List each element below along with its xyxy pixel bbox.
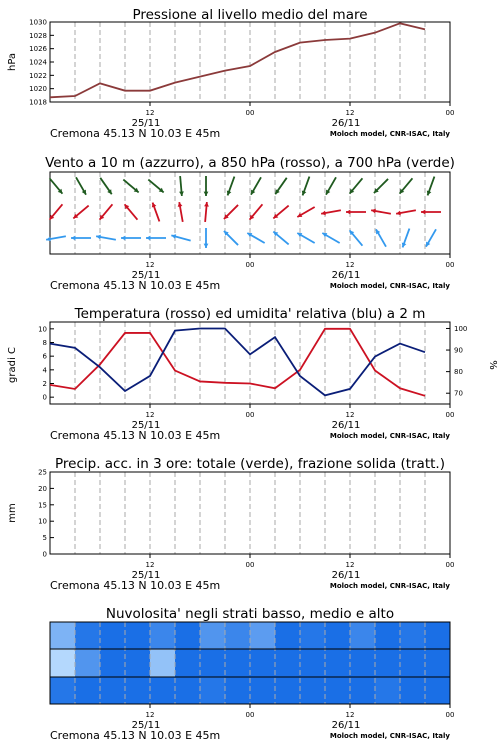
cloud-cell (100, 649, 126, 677)
cloud-cell (75, 677, 101, 704)
cloud-cell (275, 649, 301, 677)
cloud-cell (425, 649, 451, 677)
wind-arrow (350, 178, 363, 193)
wind-arrow (73, 206, 88, 219)
y-tick-label: 10 (38, 517, 47, 526)
y-tick-label: 100 (454, 324, 468, 333)
cloud-cell (50, 677, 76, 704)
cloud-cell (200, 677, 226, 704)
y-tick-label: 0 (42, 550, 47, 559)
y-tick-label: 1022 (29, 71, 47, 80)
y-tick-label: 5 (42, 534, 47, 543)
wind-arrow (179, 176, 184, 196)
cloud-cell (225, 677, 251, 704)
pressure-title: Pressione al livello medio del mare (132, 7, 368, 23)
wind-arrow (400, 178, 413, 193)
x-tick-label: 12 (345, 261, 355, 269)
wind-arrow (275, 178, 286, 194)
cloud-cell (225, 622, 251, 649)
cloud-cell (275, 677, 301, 704)
x-tick-label: 00 (245, 261, 255, 269)
cloud-cell (350, 677, 376, 704)
wind-arrow (152, 203, 160, 222)
cloud-cell (375, 677, 401, 704)
wind-arrow (224, 231, 238, 245)
x-tick-label: 00 (245, 411, 255, 419)
wind-arrow-head (421, 210, 425, 215)
cloud-cell (250, 622, 276, 649)
cloud-cell (300, 649, 326, 677)
y-tick-label: 0 (42, 393, 47, 402)
wind-arrow (427, 177, 435, 196)
date-label: 25/11 (131, 720, 161, 731)
wind-arrow (76, 177, 86, 194)
cloud-cell (100, 677, 126, 704)
credit-label: Moloch model, CNR-ISAC, Italy (329, 582, 450, 590)
cloud-cell (50, 649, 76, 677)
x-tick-label: 12 (345, 109, 355, 117)
wind-arrow (321, 210, 341, 215)
x-tick-label: 12 (145, 109, 155, 117)
wind-arrow (100, 204, 113, 219)
wind-panel (45, 155, 455, 292)
wind-arrow (46, 236, 66, 241)
x-tick-label: 12 (145, 711, 155, 719)
temperature-title: Temperatura (rosso) ed umidita' relativa (blu) a 2 m (74, 306, 426, 322)
cloud-cell (150, 622, 176, 649)
wind-arrow-head (146, 236, 150, 241)
cloud-title: Nuvolosita' negli strati basso, medio e alto (105, 606, 395, 622)
cloud-cell (175, 622, 201, 649)
wind-arrow (350, 230, 363, 245)
credit-label: Moloch model, CNR-ISAC, Italy (329, 282, 450, 290)
wind-arrow (251, 177, 261, 194)
cloud-cell (250, 677, 276, 704)
wind-arrow-head (346, 210, 350, 215)
credit-label: Moloch model, CNR-ISAC, Italy (329, 732, 450, 740)
cloud-cell (325, 622, 351, 649)
x-tick-label: 12 (145, 261, 155, 269)
y-tick-label: 20 (38, 484, 47, 493)
wind-arrow (302, 177, 310, 196)
x-tick-label: 00 (245, 561, 255, 569)
y-tick-label: 1018 (29, 98, 47, 107)
temperature-panel (7, 306, 498, 442)
wind-arrow-head (204, 202, 209, 207)
temperature-ylabel: gradi C (7, 347, 18, 383)
wind-arrow (121, 236, 141, 241)
cloud-cell (75, 649, 101, 677)
y-tick-label: 80 (454, 368, 463, 377)
wind-arrow (421, 210, 441, 215)
wind-arrow-head (204, 192, 209, 196)
wind-arrow (204, 228, 209, 248)
credit-label: Moloch model, CNR-ISAC, Italy (329, 432, 450, 440)
wind-arrow (374, 179, 388, 193)
cloud-cell (325, 677, 351, 704)
wind-arrow (250, 204, 263, 219)
y-tick-label: 1020 (29, 85, 47, 94)
y-tick-label: 90 (454, 346, 463, 355)
wind-arrow (71, 236, 91, 241)
temperature-line (50, 329, 425, 396)
pressure-line (50, 23, 425, 97)
wind-arrow (171, 234, 190, 240)
y-tick-label: 25 (38, 468, 47, 477)
y-tick-label: 8 (42, 339, 47, 347)
wind-arrow (273, 206, 288, 219)
credit-label: Moloch model, CNR-ISAC, Italy (329, 130, 450, 138)
date-label: 25/11 (131, 570, 161, 581)
cloud-cell (175, 649, 201, 677)
location-label: Cremona 45.13 N 10.03 E 45m (50, 579, 221, 592)
pressure-ylabel: hPa (7, 52, 18, 72)
cloud-cell (375, 649, 401, 677)
wind-arrow (376, 229, 386, 246)
wind-arrow (346, 210, 366, 215)
wind-arrow (396, 210, 416, 215)
y-tick-label: 6 (42, 352, 47, 361)
cloud-cell (400, 649, 426, 677)
cloud-cell (350, 622, 376, 649)
x-tick-label: 00 (445, 411, 455, 419)
cloud-cell (150, 677, 176, 704)
humidity-line (50, 328, 425, 395)
cloud-cell (200, 622, 226, 649)
wind-arrow (227, 177, 235, 196)
cloud-cell (250, 649, 276, 677)
wind-arrow (204, 202, 209, 222)
cloud-cell (100, 622, 126, 649)
cloud-cell (125, 677, 151, 704)
y-tick-label: 70 (454, 389, 463, 398)
humidity-ylabel: % (487, 360, 498, 370)
wind-arrow (224, 205, 238, 219)
x-tick-label: 00 (245, 109, 255, 117)
wind-arrow-head (204, 244, 209, 248)
wind-arrow (50, 178, 63, 193)
y-tick-label: 1024 (29, 58, 47, 67)
wind-arrow-head (179, 191, 184, 196)
wind-arrow-head (71, 236, 75, 241)
cloud-cell (125, 622, 151, 649)
cloud-cell (375, 622, 401, 649)
cloud-cell (125, 649, 151, 677)
cloud-cell (175, 677, 201, 704)
wind-arrow (148, 180, 163, 193)
x-tick-label: 12 (345, 711, 355, 719)
wind-title: Vento a 10 m (azzurro), a 850 hPa (rosso), a 700 hPa (verde) (45, 155, 455, 171)
cloud-cell (400, 677, 426, 704)
cloud-cell (400, 622, 426, 649)
wind-arrow (204, 176, 209, 196)
x-tick-label: 00 (445, 711, 455, 719)
cloud-cell (200, 649, 226, 677)
x-tick-label: 00 (445, 561, 455, 569)
date-label: 26/11 (331, 570, 361, 581)
x-tick-label: 12 (345, 561, 355, 569)
location-label: Cremona 45.13 N 10.03 E 45m (50, 729, 221, 742)
cloud-cell (300, 622, 326, 649)
precipitation-panel (7, 456, 454, 592)
cloud-cell (150, 649, 176, 677)
wind-arrow (100, 178, 111, 194)
wind-arrow (123, 180, 138, 193)
cloud-cell (50, 622, 76, 649)
cloud-cell (425, 677, 451, 704)
x-tick-label: 12 (145, 561, 155, 569)
location-label: Cremona 45.13 N 10.03 E 45m (50, 279, 221, 292)
cloud-cell (275, 622, 301, 649)
y-tick-label: 10 (38, 325, 47, 334)
wind-arrow (402, 229, 410, 248)
cloud-cell (325, 649, 351, 677)
wind-arrow (96, 235, 116, 240)
date-label: 25/11 (131, 270, 161, 281)
date-label: 25/11 (131, 420, 161, 431)
x-tick-label: 00 (445, 261, 455, 269)
wind-arrow (146, 236, 166, 241)
cloud-cell (75, 622, 101, 649)
precipitation-title: Precip. acc. in 3 ore: totale (verde), frazione solida (tratt.) (55, 456, 445, 472)
wind-arrow (326, 177, 336, 194)
cloud-cell (300, 677, 326, 704)
wind-arrow (50, 204, 63, 219)
location-label: Cremona 45.13 N 10.03 E 45m (50, 429, 221, 442)
cloud-cell (425, 622, 451, 649)
precipitation-ylabel: mm (7, 503, 18, 523)
x-tick-label: 00 (245, 711, 255, 719)
date-label: 25/11 (131, 118, 161, 129)
wind-arrow (178, 202, 183, 222)
date-label: 26/11 (331, 118, 361, 129)
cloud-cell (225, 649, 251, 677)
wind-arrow (273, 232, 288, 245)
x-tick-label: 12 (345, 411, 355, 419)
pressure-panel (7, 7, 454, 140)
location-label: Cremona 45.13 N 10.03 E 45m (50, 127, 221, 140)
wind-arrow (125, 204, 138, 219)
y-tick-label: 4 (42, 366, 47, 375)
wind-arrow (426, 229, 436, 246)
date-label: 26/11 (331, 720, 361, 731)
x-tick-label: 12 (145, 411, 155, 419)
wind-arrow-head (121, 236, 125, 241)
y-tick-label: 15 (38, 501, 47, 510)
cloud-panel (50, 606, 454, 742)
date-label: 26/11 (331, 420, 361, 431)
y-tick-label: 1030 (29, 18, 47, 27)
x-tick-label: 00 (445, 109, 455, 117)
y-tick-label: 1026 (29, 45, 47, 54)
date-label: 26/11 (331, 270, 361, 281)
wind-arrow (371, 209, 391, 214)
y-tick-label: 1028 (29, 31, 47, 40)
cloud-cell (350, 649, 376, 677)
y-tick-label: 2 (42, 380, 47, 388)
